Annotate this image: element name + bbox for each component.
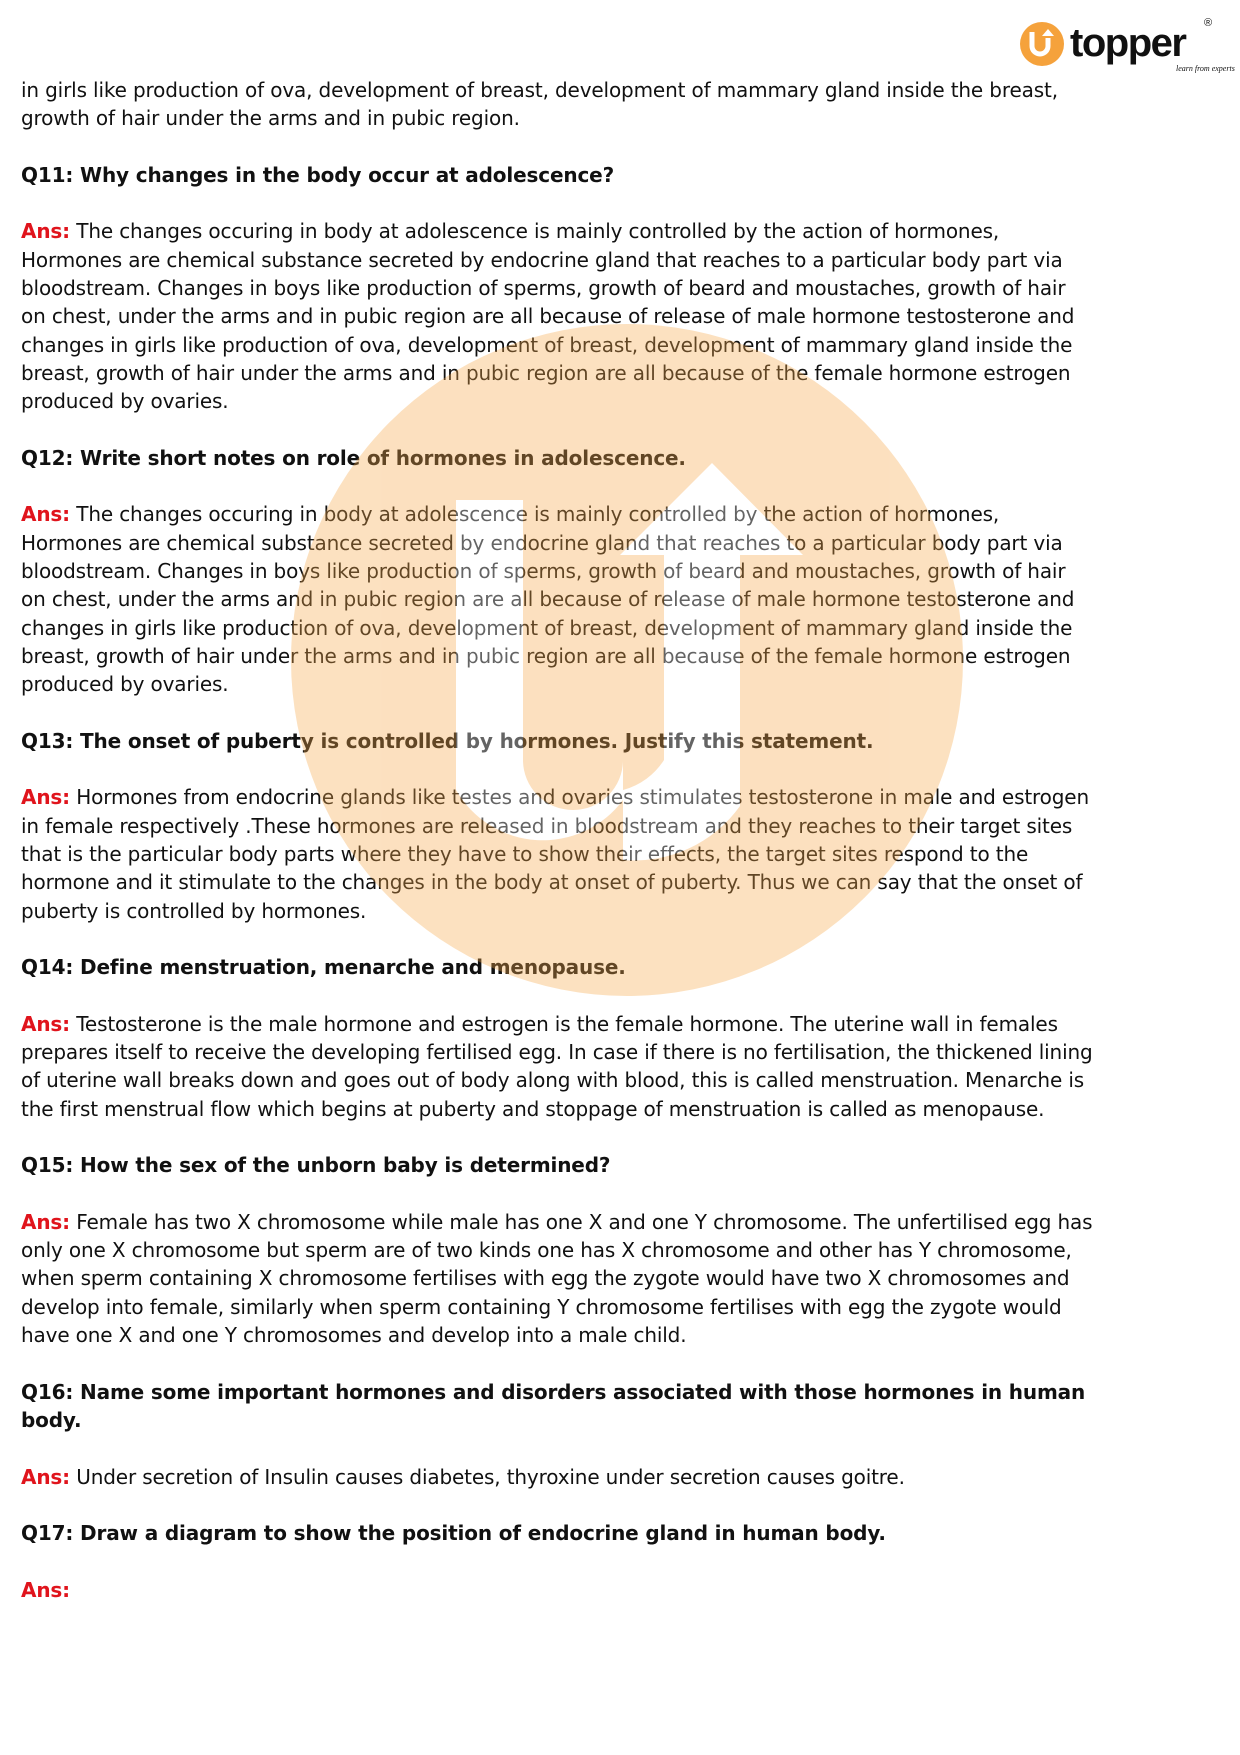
blank-line <box>21 755 1231 783</box>
answer-line <box>21 387 1231 415</box>
blank-line <box>21 1180 1231 1208</box>
answer-text: produced by ovaries. <box>21 672 229 697</box>
question-line: Q14: Define menstruation, menarche and menopause. <box>21 955 626 980</box>
answer-line <box>21 1066 1231 1094</box>
answer-text: puberty is controlled by hormones. <box>21 898 367 923</box>
topper-logo-icon <box>1018 14 1235 74</box>
question-line: Q11: Why changes in the body occur at adolescence? <box>21 162 615 187</box>
answer-text: only one X chromosome but sperm are of two kinds one has X chromosome and other has Y chromosome, <box>21 1238 1072 1263</box>
answer-text: bloodstream. Changes in boys like production of sperms, growth of beard and moustaches, growth of hair <box>21 276 1066 301</box>
blank-line <box>21 982 1231 1010</box>
answer-text: changes in girls like production of ova, development of breast, development of mammary gland inside the <box>21 615 1073 640</box>
topper-logo <box>1018 14 1235 74</box>
intro-text-line: in girls like production of ova, development of breast, development of mammary gland inside the breast, <box>21 78 1058 102</box>
answer-line <box>21 1264 1231 1292</box>
answer-line <box>21 812 1231 840</box>
answer-label: Ans: <box>21 1011 71 1036</box>
answer-text: on chest, under the arms and in pubic region are all because of release of male hormone testosterone and <box>21 587 1075 612</box>
question-line: body. <box>21 1407 82 1432</box>
blank-line <box>21 699 1231 727</box>
answer-text: bloodstream. Changes in boys like production of sperms, growth of beard and moustaches, growth of hair <box>21 559 1066 584</box>
answer-text: when sperm containing X chromosome fertilises with egg the zygote would have two X chromosomes and <box>21 1266 1070 1291</box>
answer-line <box>21 557 1231 585</box>
answer-text: have one X and one Y chromosomes and develop into a male child. <box>21 1323 687 1348</box>
svg-text:topper: topper <box>1070 21 1186 65</box>
answer-line <box>21 1236 1231 1264</box>
answer-line <box>21 359 1231 387</box>
answer-line <box>21 783 1231 811</box>
answer-line <box>21 614 1231 642</box>
blank-line <box>21 1123 1231 1151</box>
blank-line <box>21 472 1231 500</box>
answer-text: The changes occuring in body at adolescence is mainly controlled by the action of hormones, <box>76 219 1000 244</box>
question-line: Q16: Name some important hormones and disorders associated with those hormones in human <box>21 1379 1086 1404</box>
answer-text: Hormones from endocrine glands like testes and ovaries stimulates testosterone in male and estrogen <box>76 785 1089 810</box>
question-line: Q17: Draw a diagram to show the position of endocrine gland in human body. <box>21 1521 886 1546</box>
answer-text: on chest, under the arms and in pubic region are all because of release of male hormone testosterone and <box>21 304 1075 329</box>
answer-label: Ans: <box>21 1209 71 1234</box>
answer-line <box>21 585 1231 613</box>
answer-text: Hormones are chemical substance secreted by endocrine gland that reaches to a particular body part via <box>21 530 1063 555</box>
answer-line <box>21 670 1231 698</box>
answer-text: the first menstrual flow which begins at puberty and stoppage of menstruation is called as menopause. <box>21 1096 1045 1121</box>
blank-line <box>21 133 1231 161</box>
answer-line <box>21 897 1231 925</box>
answer-text: that is the particular body parts where they have to show their effects, the target sites respond to the <box>21 842 1029 867</box>
answer-line <box>21 529 1231 557</box>
answer-line <box>21 1293 1231 1321</box>
answer-text: breast, growth of hair under the arms and in pubic region are all because of the female hormone estrogen <box>21 643 1071 668</box>
answer-line <box>21 331 1231 359</box>
answer-text: develop into female, similarly when sperm containing Y chromosome fertilises with egg the zygote would <box>21 1294 1062 1319</box>
svg-text:learn from experts: learn from experts <box>1176 64 1235 73</box>
answer-text: prepares itself to receive the developing fertilised egg. In case if there is no fertilisation, the thickened lining <box>21 1040 1093 1065</box>
answer-line <box>21 274 1231 302</box>
answer-line <box>21 868 1231 896</box>
answer-text: breast, growth of hair under the arms and in pubic region are all because of the female hormone estrogen <box>21 360 1071 385</box>
answer-line <box>21 1321 1231 1349</box>
answer-line <box>21 1010 1231 1038</box>
intro-text-line: growth of hair under the arms and in pubic region. <box>21 106 520 131</box>
answer-label: Ans: <box>21 1464 71 1489</box>
answer-text: The changes occuring in body at adolescence is mainly controlled by the action of hormones, <box>76 502 1000 527</box>
blank-line <box>21 416 1231 444</box>
answer-line <box>21 642 1231 670</box>
answer-line <box>21 302 1231 330</box>
answer-text: Under secretion of Insulin causes diabetes, thyroxine under secretion causes goitre. <box>76 1464 905 1489</box>
answer-line <box>21 1208 1231 1236</box>
svg-text:®: ® <box>1204 17 1213 29</box>
question-line: Q13: The onset of puberty is controlled by hormones. Justify this statement. <box>21 728 874 753</box>
blank-line <box>21 1547 1231 1575</box>
answer-line <box>21 500 1231 528</box>
answer-label: Ans: <box>21 502 71 527</box>
document-body <box>21 76 1231 1604</box>
answer-text: Female has two X chromosome while male has one X and one Y chromosome. The unfertilised egg has <box>76 1209 1093 1234</box>
answer-text: produced by ovaries. <box>21 389 229 414</box>
blank-line <box>21 1491 1231 1519</box>
answer-text: Hormones are chemical substance secreted by endocrine gland that reaches to a particular body part via <box>21 247 1063 272</box>
answer-line <box>21 1038 1231 1066</box>
question-line: Q15: How the sex of the unborn baby is determined? <box>21 1153 611 1178</box>
question-line: Q12: Write short notes on role of hormones in adolescence. <box>21 445 686 470</box>
answer-text: in female respectively .These hormones are released in bloodstream and they reaches to their target sites <box>21 813 1073 838</box>
blank-line <box>21 189 1231 217</box>
answer-line <box>21 217 1231 245</box>
blank-line <box>21 925 1231 953</box>
answer-label: Ans: <box>21 219 71 244</box>
answer-line <box>21 1463 1231 1491</box>
answer-text: of uterine wall breaks down and goes out of body along with blood, this is called menstruation. Menarche is <box>21 1068 1084 1093</box>
answer-label: Ans: <box>21 1577 71 1602</box>
answer-text: Testosterone is the male hormone and estrogen is the female hormone. The uterine wall in females <box>76 1011 1058 1036</box>
answer-line <box>21 1095 1231 1123</box>
answer-label: Ans: <box>21 785 71 810</box>
answer-line <box>21 246 1231 274</box>
answer-text: changes in girls like production of ova, development of breast, development of mammary gland inside the <box>21 332 1073 357</box>
answer-line <box>21 1576 1231 1604</box>
blank-line <box>21 1434 1231 1462</box>
blank-line <box>21 1349 1231 1377</box>
answer-line <box>21 840 1231 868</box>
answer-text: hormone and it stimulate to the changes in the body at onset of puberty. Thus we can say that the onset of <box>21 870 1083 895</box>
